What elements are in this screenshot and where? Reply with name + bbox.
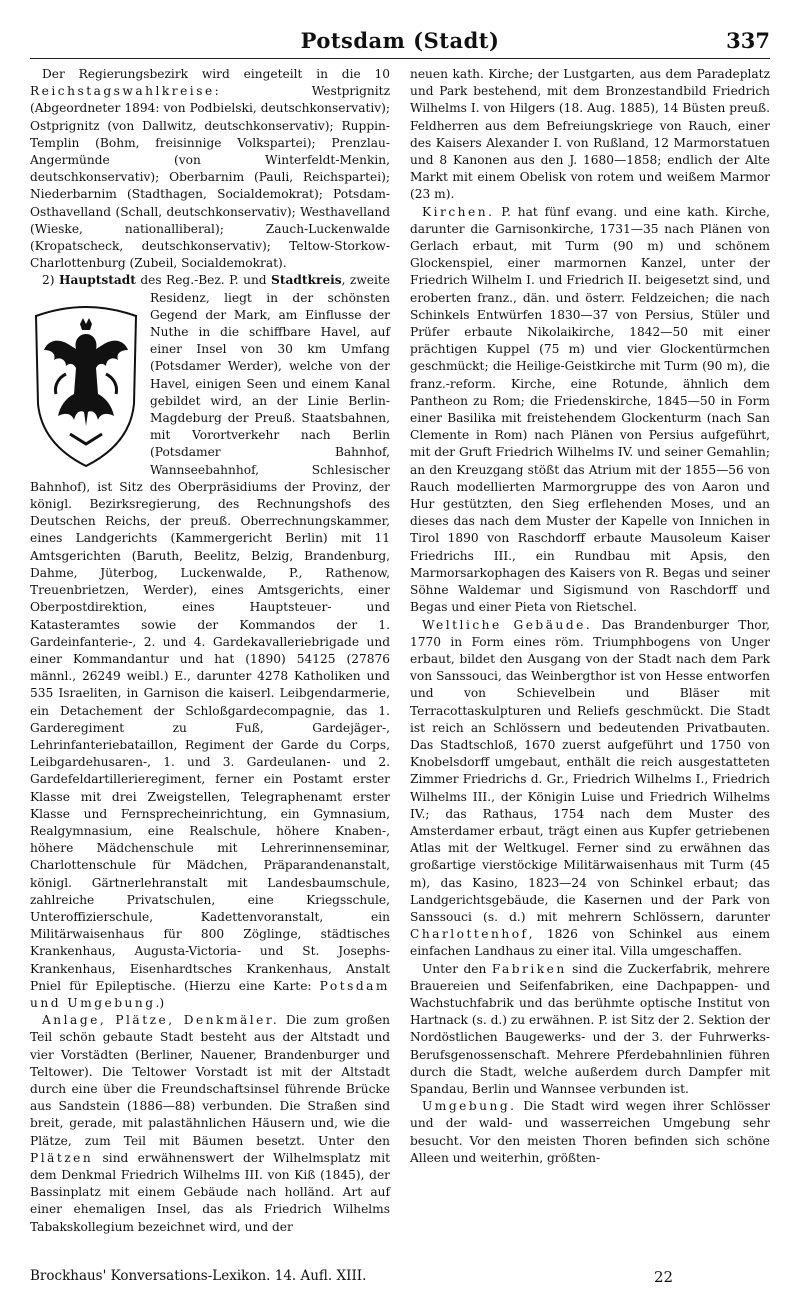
term-plaetze: Plätzen (30, 1150, 94, 1165)
paragraph-fabriken: Unter den Fabriken sind die Zuckerfabrik, mehrere Brauereien und Seifenfabriken, eine Dachpappen- und Wachstuchfabrik und das berühmte optische Institut von Hartnack (s. d.) zu erwähnen. P. ist Sitz der 2. Sektion der Nordöstlichen Baugewerks- und der 3. der Fuhrwerks-Berufsgenossenschaft. Mehrere Pferdebahnlinien führen durch die Stadt, welche außerdem durch Dampfer mit Spandau, Berlin und Wannsee verbunden ist. (410, 961, 770, 1096)
left-column (30, 66, 390, 1236)
term-fabriken: Fabriken (491, 961, 567, 976)
term-reichstagswahlkreise: Reichstagswahlkreise (30, 84, 215, 99)
map-reference: Potsdam und Umgebung (30, 978, 390, 1010)
paragraph-hauptstadt: 2) Hauptstadt des Reg.-Bez. P. und Stadtkreis , zweite Residenz, liegt in der schönsten Gegend der Mark, am Einflusse der Nuthe in die schiffbare Havel, auf einer Insel von 30 km Umfang (Potsdamer Werder), welche von der Havel, einigen Seen und einem Kanal gebildet wird, an der Linie Berlin-Magdeburg der Preuß. Staatsbahnen, mit Vorortverkehr nach Berlin (Potsdamer Bahnhof, Wannseebahnhof, Schlesischer Bahnhof), ist Sitz des Oberpräsidiums der Provinz, der königl. Bezirksregierung, des Rechnungshofs des Deutschen Reichs, der preuß. Oberrechnungskammer, eines Landgerichts (Kammergericht Berlin) mit 11 Amtsgerichten (Baruth, Beelitz, Belzig, Brandenburg, Dahme, Jüterbog, Luckenwalde, P., Rathenow, Treuenbrietzen, Werder), eines Amtsgerichts, einer Oberpostdirektion, eines Hauptsteuer- und Katasteramtes sowie der Kommandos der 1. Gardeinfanterie-, 2. und 4. Gardekavalleriebrigade und einer Kommandantur und hat (1890) 54125 (27876 männl., 26249 weibl.) E., darunter 4278 Katholiken und 535 Israeliten, in Garnison die kaiserl. Leibgendarmerie, ein Detachement der Schloßgardecompagnie, das 1. Garderegiment zu Fuß, Gardejäger-, Lehrinfanteriebataillon, Regiment der Garde du Corps, Leibgardehusaren-, 1. und 3. Gardeulanen- und 2. Gardefeldartillerieregiment, ferner ein Postamt erster Klasse mit drei Zweigstellen, Telegraphenamt erster Klasse und Fernsprecheinrichtung, ein Gymnasium, Realgymnasium, eine Realschule, höhere Knaben-, höhere Mädchenschule mit Lehrerinnenseminar, Charlottenschule für Mädchen, Präparandenanstalt, königl. Gärtnerlehranstalt mit Landesbaumschule, zahlreiche Privatschulen, eine Kriegsschule, Unteroffizierschule, Kadettenvoranstalt, ein Militärwaisenhaus für 800 Zöglinge, städtisches Krankenhaus, Augusta-Victoria- und St. Josephs-Krankenhaus, Eisenhardtsches Krankenhaus, Anstalt Pniel für Epileptische. (Hierzu eine Karte: Potsdam und Umgebung.) (30, 273, 390, 1010)
coat-of-arms-eagle-icon (30, 294, 142, 469)
paragraph-umgebung: Umgebung. Die Stadt wird wegen ihrer Schlösser und der wald- und wasserreichen Umgebung sehr besucht. Vor den meisten Thoren befinden sich schöne Alleen und weiterhin, größten- (410, 1099, 770, 1165)
right-column (410, 66, 770, 1167)
term-stadtkreis: Stadtkreis (271, 273, 342, 288)
term-hauptstadt: Hauptstadt (58, 273, 136, 288)
heading-kirchen: Kirchen. (422, 204, 495, 219)
term-charlottenhof: Charlottenhof (410, 927, 529, 942)
heading-umgebung: Umgebung. (422, 1099, 517, 1114)
heading-weltliche-gebaeude: Weltliche Gebäude. (422, 617, 593, 632)
paragraph-wahlkreise: Der Regierungsbezirk wird eingeteilt in die 10 Reichstagswahlkreise: Westprignitz (Abgeordneter 1894: von Podbielski, deutschkonservativ); Ostprignitz (von Dallwitz, deutschkonservativ); Ruppin-Templin (Bohm, freisinnige Volkspartei); Prenzlau-Angermünde (von Winterfeldt-Menkin, deutschkonservativ); Oberbarnim (Pauli, Reichspartei); Niederbarnim (Stadthagen, Socialdemokrat); Potsdam-Osthavelland (Schall, deutschkonservativ); Westhavelland (Wieske, nationalliberal); Zauch-Luckenwalde (Kropatscheck, deutschkonservativ); Teltow-Storkow-Charlottenburg (Zubeil, Socialdemokrat). (30, 67, 390, 271)
page-number: 337 (726, 28, 770, 53)
page-header (30, 22, 770, 59)
footer-imprint: Brockhaus' Konversations-Lexikon. 14. Aufl. XIII. (30, 1268, 367, 1284)
paragraph-anlage: Anlage, Plätze, Denkmäler. Die zum großen Teil schön gebaute Stadt besteht aus der Altstadt und vier Vorstädten (Berliner, Nauener, Brandenburger und Teltower). Die Teltower Vorstadt ist mit der Altstadt durch eine über die Freundschaftsinsel führende Brücke aus Sandstein (1886—88) verbunden. Die Straßen sind breit, gerade, mit palastähnlichen Häusern und, wie die Plätze, zum Teil mit Bäumen besetzt. Unter den Plätzen sind erwähnenswert der Wilhelmsplatz mit dem Denkmal Friedrich Wilhelms III. von Kiß (1845), der Bassinplatz mit einem Gebäude nach holländ. Art auf einer ehemaligen Insel, das als Friedrich Wilhelms Tabakskollegium bezeichnet wird, und der (30, 1013, 391, 1234)
paragraph-continuation: neuen kath. Kirche; der Lustgarten, aus dem Paradeplatz und Park bestehend, mit dem Bronzestandbild Friedrich Wilhelms I. von Hilgers (18. Aug. 1885), 14 Büsten preuß. Feldherren aus dem Befreiungskriege von Rauch, einer des Kaisers Alexander I. von Rußland, 12 Marmorstatuen und 8 Kanonen aus den J. 1680—1858; endlich der Alte Markt mit einem Obelisk von rotem und weißem Marmor (23 m). (410, 67, 770, 202)
paragraph-weltliche-gebaeude: Weltliche Gebäude. Das Brandenburger Thor, 1770 in Form eines röm. Triumphbogens von Unger erbaut, bildet den Ausgang von der Stadt nach dem Park von Sanssouci, das Weinbergthor ist von Hesse entworfen und von Schievelbein und Bläser mit Terracottaskulpturen und Reliefs geschmückt. Die Stadt ist reich an Schlössern und bedeutenden Privatbauten. Das Stadtschloß, 1670 zuerst aufgeführt und 1750 von Knobelsdorff umgebaut, enthält die reich ausgestatteten Zimmer Friedrichs d. Gr., Friedrich Wilhelms I., Friedrich Wilhelms III., der Königin Luise und Friedrich Wilhelms IV.; das Rathaus, 1754 nach dem Muster des Amsterdamer erbaut, trägt einen aus Kupfer getriebenen Atlas mit der Weltkugel. Ferner sind zu erwähnen das großartige vierstöckige Militärwaisenhaus mit Turm (45 m), das Kasino, 1823—24 von Schinkel erbaut; das Landgerichtsgebäude, die Kasernen und der Park von Sanssouci (s. d.) mit mehrern Schlössern, darunter Charlottenhof, 1826 von Schinkel aus einem einfachen Landhaus zu einer ital. Villa umgeschaffen. (410, 617, 770, 959)
paragraph-kirchen: Kirchen. P. hat fünf evang. und eine kath. Kirche, darunter die Garnisonkirche, 1731—35 nach Plänen von Gerlach erbaut, mit Turm (90 m) und schönem Glockenspiel, einer marmornen Kanzel, unter der Friedrich Wilhelm I. und Friedrich II. beigesetzt sind, und eroberten franz., dän. und österr. Feldzeichen; die nach Schinkels Entwürfen 1830—37 von Persius, Stüler und Prüfer erbaute Nikolaikirche, 1842—50 mit einer prächtigen Kuppel (75 m) und vier Glockentürmchen geschmückt; die Heilige-Geistkirche mit Turm (90 m), die franz.-reform. Kirche, eine Rotunde, ähnlich dem Pantheon zu Rom; die Friedenskirche, 1845—50 in Form einer Basilika mit freistehendem Glockenturm (nach San Clemente in Rom) nach Plänen von Persius aufgeführt, mit der Gruft Friedrich Wilhelms IV. und seiner Gemahlin; an den Kreuzgang stößt das Atrium mit der 1855—56 von Rauch modellierten Marmorgruppe des von Aaron und Hur gestützten, den Sieg erflehenden Moses, und an dieses das nach dem Muster der Kapelle von Innichen in Tirol 1890 von Raschdorff erbaute Mausoleum Kaiser Friedrichs III., ein Rundbau mit Apsis, den Marmorsarkophagen des Kaisers von R. Begas und seiner Söhne Waldemar und Sigismund von Raschdorff und Begas und einer Pieta von Rietschel. (410, 204, 770, 615)
running-head: Potsdam (Stadt) (300, 28, 500, 53)
footer-signature: 22 (654, 1268, 674, 1286)
heading-anlage: Anlage, Plätze, Denkmäler. (42, 1013, 280, 1028)
